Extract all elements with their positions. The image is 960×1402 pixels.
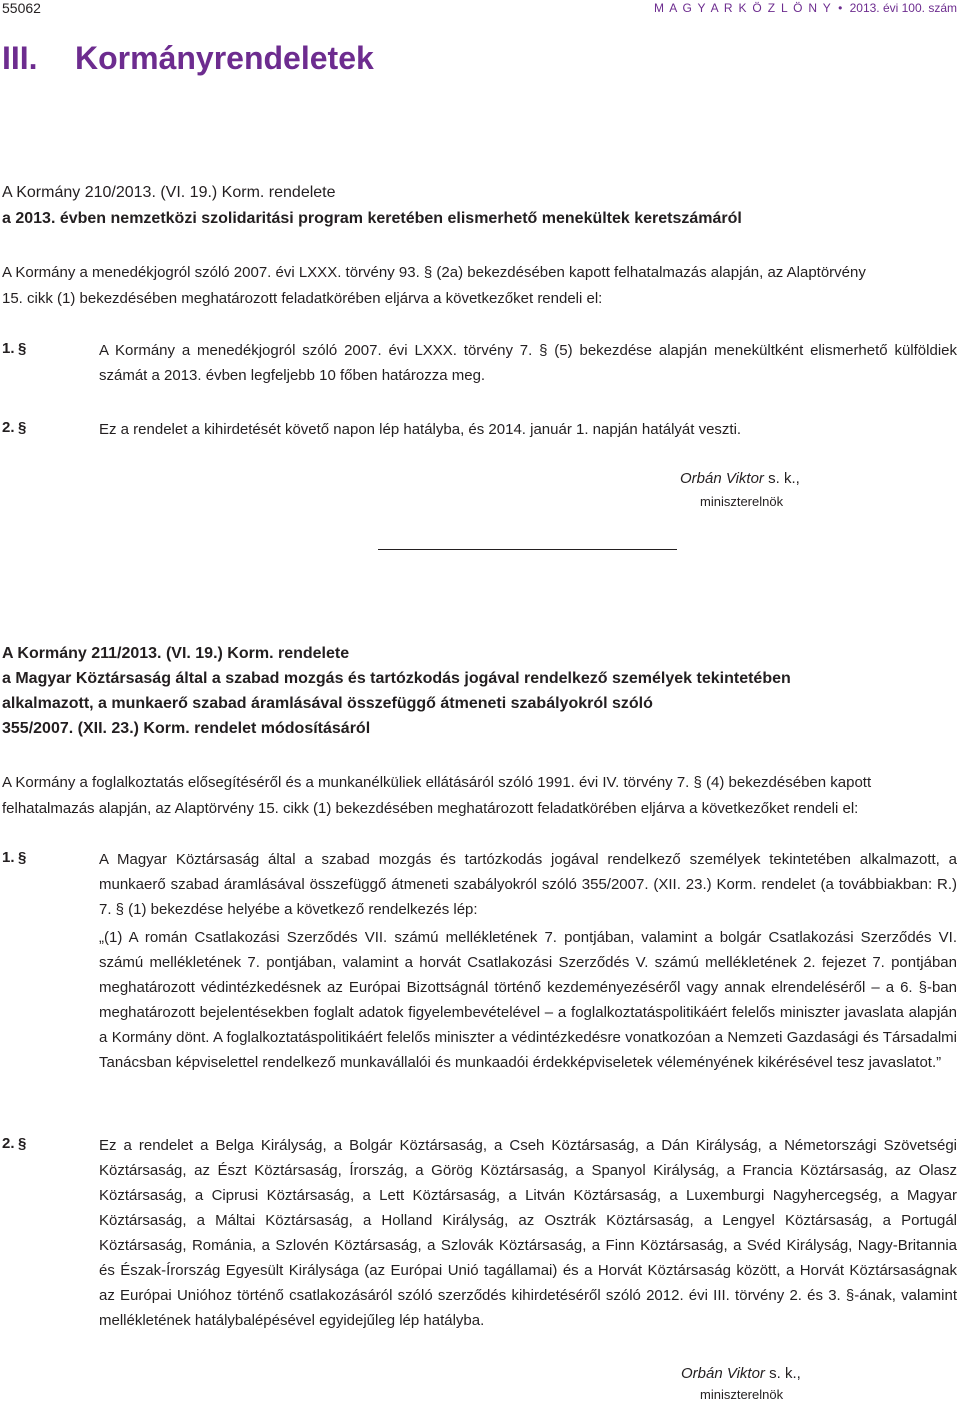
section-sign-icon: § — [18, 1135, 27, 1152]
decree2-signer-role: miniszterelnök — [700, 1387, 784, 1402]
part-title: Kormányrendeletek — [75, 40, 374, 76]
decree2-section2-text: Ez a rendelet a Belga Királyság, a Bolgár Köztársaság, a Cseh Köztársaság, a Dán Királyság, a Németországi Szövetségi Köztársaság, az Észt Köztársaság, Írország, a Görög Köztársaság, a Spanyol Királyság, a Francia Köztársaság, az Olasz Köztársaság, a Ciprusi Köztársaság, a Lett Köztársaság, a Litván Köztársaság, a Luxemburgi Nagyhercegség, a Magyar Köztársaság, a Máltai Köztársaság, a Holland Királyság, az Osztrák Köztársaság, a Lengyel Köztársaság, a Portugál Köztársaság, Románia, a Szlovén Köztársaság, a Szlovák Köztársaság, a Finn Köztársaság, a Svéd Királyság, Nagy-Britannia és Észak-Írország Egyesült Királysága (az Európai Unió tagállamai) és a Horvát Köztársaság között, a Horvát Köztársaságnak az Európai Unióhoz történő csatlakozásáról szóló szerződés kihirdetéséről szóló 2012. évi III. törvény 2. és 3. §-ának, valamint mellékletének hatálybalépésével egyidejűleg lép hatályba. — [99, 1137, 957, 1329]
issue-number: 2013. évi 100. szám — [849, 1, 957, 15]
decree2-section1-quote: „(1) A román Csatlakozási Szerződés VII. számú mellékletének 7. pontjában, valamint a bolgár Csatlakozási Szerződés VI. számú mellékletének 7. pontjában, valamint a horvát Csatlakozási Szerződés V. számú mellékletének 2. fejezet 7. pontjában meghatározott védintézkedésnek az Európai Bizottságnál történő kezdeményezéséről vagy annak elrendeléséről – a 6. §-ban meghatározott bejelentésekben foglalt adatok figyelembevételével – a foglalkoztatáspolitikáért felelős miniszter javaslata alapján a Kormány dönt. A foglalkoztatáspolitikáért felelős miniszter a védintézkedésre vonatkozóan a Nemzeti Gazdasági és Társadalmi Tanácsban képviselettel rendelkező munkavállalói és munkaadói érdekképviseletek véleményének kikérésével tesz javaslatot.” — [99, 929, 957, 1071]
decree1-signer-role: miniszterelnök — [700, 494, 784, 509]
decree2-preamble-line2: felhatalmazás alapján, az Alaptörvény 15. cikk (1) bekezdésében meghatározott feladatkörében eljárva a következőket rendeli el: — [2, 800, 859, 817]
decree1-preamble-line2: 15. cikk (1) bekezdésében meghatározott feladatkörében eljárva a következőket rendeli el: — [2, 290, 603, 307]
signer-name: Orbán Viktor — [680, 470, 764, 487]
signer-name: Orbán Viktor — [681, 1365, 765, 1382]
decree2-title-line1: A Kormány 211/2013. (VI. 19.) Korm. rendelete — [2, 645, 350, 662]
decree2-preamble-line1: A Kormány a foglalkoztatás elősegítéséről és a munkanélküliek ellátásáról szóló 1991. évi IV. törvény 7. § (4) bekezdésében kapott — [2, 774, 872, 791]
section-sign-icon: § — [18, 849, 27, 866]
header-bullet: • — [838, 1, 844, 15]
signer-suffix: s. k., — [764, 1365, 801, 1382]
decree2-signature — [681, 1365, 801, 1382]
page-number: 55062 — [2, 0, 41, 16]
part-numeral: III. — [2, 40, 38, 76]
decree1-preamble-line1: A Kormány a menedékjogról szóló 2007. évi LXXX. törvény 93. § (2a) bekezdésében kapott felhatalmazás alapján, az Alaptörvény — [2, 264, 866, 281]
section-divider — [378, 549, 677, 550]
decree2-section2-number: 2. — [2, 1135, 15, 1152]
decree1-section1-number: 1. — [2, 340, 15, 357]
decree1-title-line2: a 2013. évben nemzetközi szolidaritási program keretében elismerhető menekültek keretszámáról — [2, 210, 742, 227]
decree2-title-line4: 355/2007. (XII. 23.) Korm. rendelet módosításáról — [2, 720, 371, 737]
part-heading — [2, 40, 374, 77]
decree1-signature — [680, 470, 800, 487]
journal-title: M A G Y A R K Ö Z L Ö N Y — [653, 1, 833, 15]
decree1-section2-text: Ez a rendelet a kihirdetését követő napon lép hatályba, és 2014. január 1. napján hatályát veszti. — [99, 421, 742, 438]
decree1-title-line1: A Kormány 210/2013. (VI. 19.) Korm. rendelete — [2, 184, 336, 201]
decree2-section1-text: A Magyar Köztársaság által a szabad mozgás és tartózkodás jogával rendelkező személyek tekintetében alkalmazott, a munkaerő szabad áramlásával összefüggő átmeneti szabályokról szóló 355/2007. (XII. 23.) Korm. rendelet (a továbbiakban: R.) 7. § (1) bekezdése helyébe a következő rendelkezés lép: — [99, 851, 957, 918]
section-sign-icon: § — [18, 340, 27, 357]
decree2-section1-number: 1. — [2, 849, 15, 866]
decree1-section1-text: A Kormány a menedékjogról szóló 2007. évi LXXX. törvény 7. § (5) bekezdése alapján menekültként elismerhető külföldiek számát a 2013. évben legfeljebb 10 főben határozza meg. — [99, 342, 957, 384]
decree2-title-line3: alkalmazott, a munkaerő szabad áramlásával összefüggő átmeneti szabályokról szóló — [2, 695, 653, 712]
signer-suffix: s. k., — [763, 470, 800, 487]
decree2-title-line2: a Magyar Köztársaság által a szabad mozgás és tartózkodás jogával rendelkező személyek tekintetében — [2, 670, 791, 687]
decree1-section2-number: 2. — [2, 419, 15, 436]
section-sign-icon: § — [18, 419, 27, 436]
running-header — [654, 1, 957, 15]
